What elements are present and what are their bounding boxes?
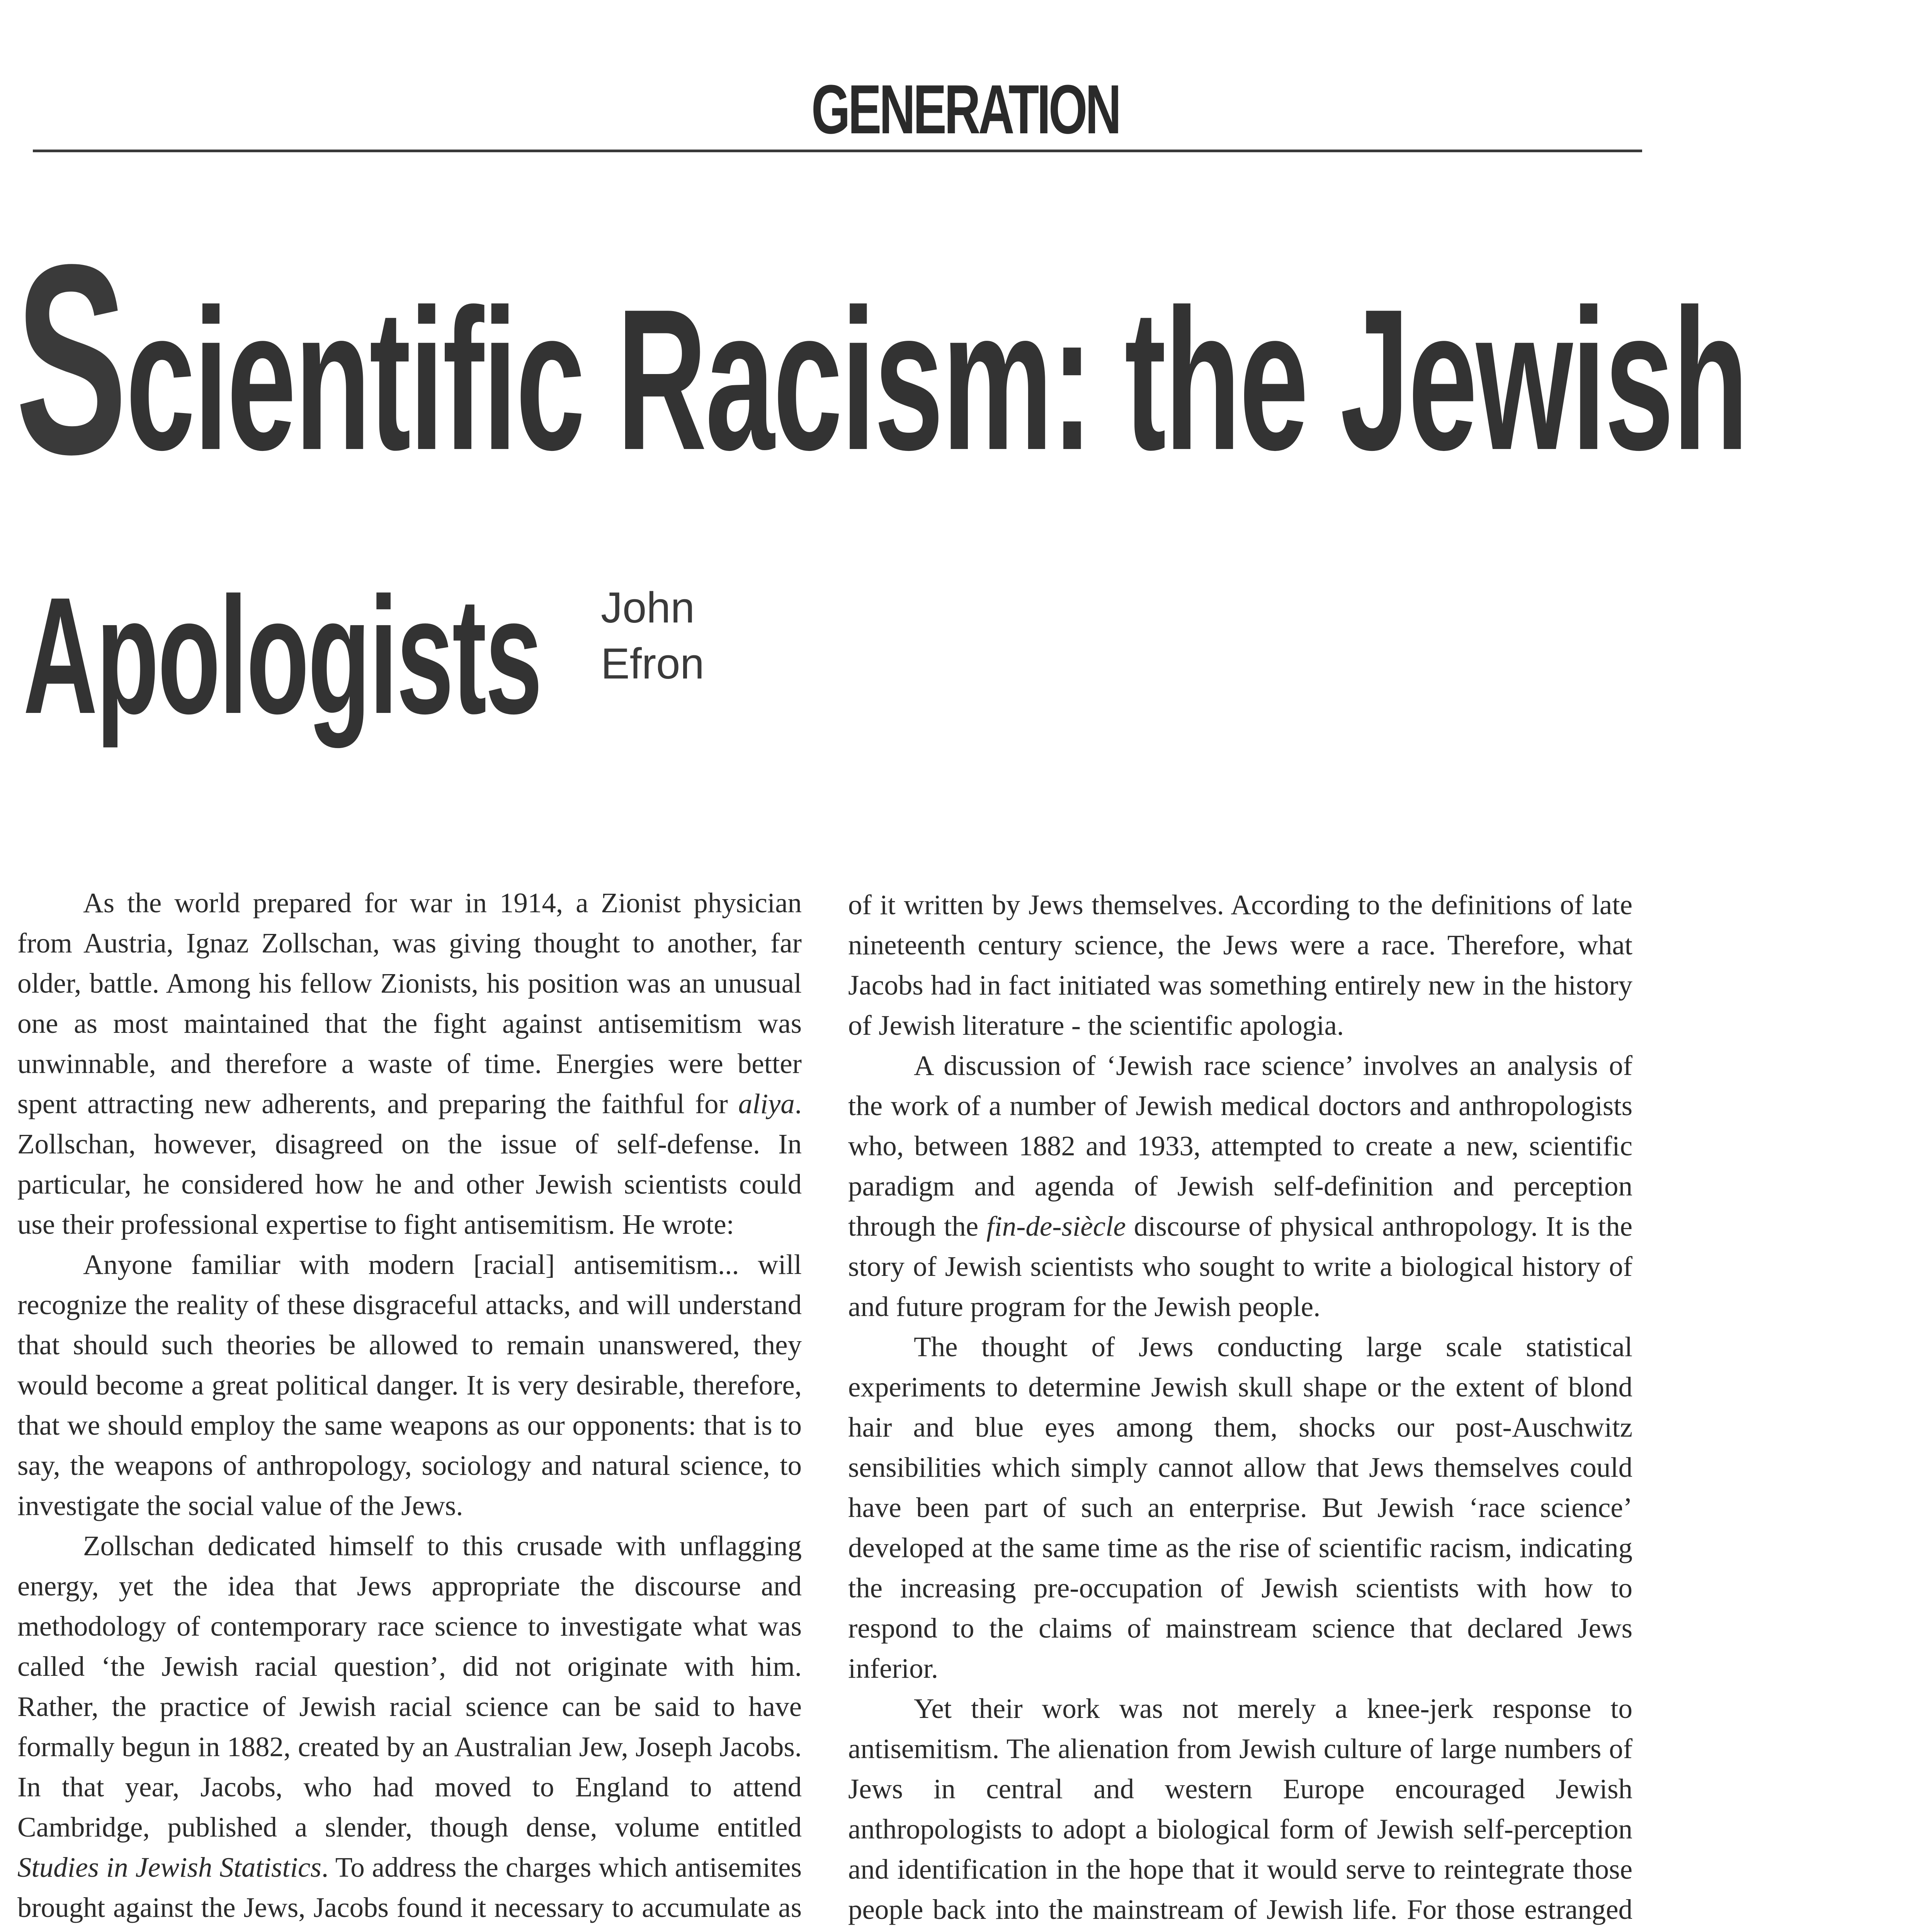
right-column [848, 885, 1632, 1932]
paragraph: A discussion of ‘Jewish race science’ involves an analysis of the work of a number of Jewish medical doctors and anthropologists who, between 1882 and 1933, attempted to create a new, scientific paradigm and agenda of Jewish self-definition and perception through the fin-de-siècle discourse of physical anthropology. It is the story of Jewish scientists who sought to write a biological history of and future program for the Jewish people. [848, 1050, 1632, 1322]
paragraph: The thought of Jews conducting large scale statistical experiments to determine Jewish skull shape or the extent of blond hair and blue eyes among them, shocks our post-Auschwitz sensibilities which simply cannot allow that Jews themselves could have been part of such an enterprise. But Jewish ‘race science’ developed at the same time as the rise of scientific racism, indicating the increasing pre-occupation of Jewish scientists with how to respond to the claims of mainstream science that declared Jews inferior. [848, 1331, 1632, 1684]
running-head: GENERATION [811, 71, 1119, 148]
left-column [17, 883, 802, 1932]
header-rule [33, 150, 1642, 152]
paragraph: As the world prepared for war in 1914, a Zionist physician from Austria, Ignaz Zollschan, was giving thought to another, far older, battle. Among his fellow Zionists, his position was an unusual one as most maintained that the fight against antisemitism was unwinnable, and therefore a waste of time. Energies were better spent attracting new adherents, and preparing the faithful for aliya. Zollschan, however, disagreed on the issue of self-defense. In particular, he considered how he and other Jewish scientists could use their professional expertise to fight antisemitism. He wrote: [17, 887, 802, 1240]
paragraph: Yet their work was not merely a knee-jerk response to antisemitism. The alienation from Jewish culture of large numbers of Jews in central and western Europe encouraged Jewish anthropologists to adopt a biological form of Jewish self-perception and identification in the hope that it would serve to reintegrate those people back into the mainstream of Jewish life. For those estranged [848, 1693, 1632, 1925]
author-byline [601, 580, 704, 692]
paragraph: of it written by Jews themselves. According to the definitions of late nineteenth century science, the Jews were a race. Therefore, what Jacobs had in fact initiated was something entirely new in the history of Jewish literature - the scientific apologia. [848, 889, 1632, 1041]
paragraph: Zollschan dedicated himself to this crusade with unflagging energy, yet the idea that Jews appropriate the discourse and methodology of contemporary race science to investigate what was called ‘the Jewish racial question’, did not originate with him. Rather, the practice of Jewish racial science can be said to have formally begun in 1882, created by an Australian Jew, Joseph Jacobs. In that year, Jacobs, who had moved to England to attend Cambridge, published a slender, though dense, volume entitled Studies in Jewish Statistics. To address the charges which antisemites brought against the Jews, Jacobs found it necessary to accumulate as [17, 1530, 802, 1923]
author-first-name: John [601, 583, 695, 632]
title-line-1-text: cientific Racism: the Jewish [126, 267, 1747, 492]
article-title-line-2: Apologists [23, 563, 541, 748]
drop-cap-letter: S [15, 208, 126, 510]
article-title-line-1 [15, 208, 1747, 510]
block-quote: Anyone familiar with modern [racial] antisemitism... will recognize the reality of these disgraceful attacks, and will understand that should such theories be allowed to remain unanswered, they would become a great political danger. It is very desirable, therefore, that we should employ the same weapons as our opponents: that is to say, the weapons of anthropology, sociology and natural science, to investigate the social value of the Jews. [17, 1249, 802, 1521]
author-last-name: Efron [601, 639, 704, 688]
